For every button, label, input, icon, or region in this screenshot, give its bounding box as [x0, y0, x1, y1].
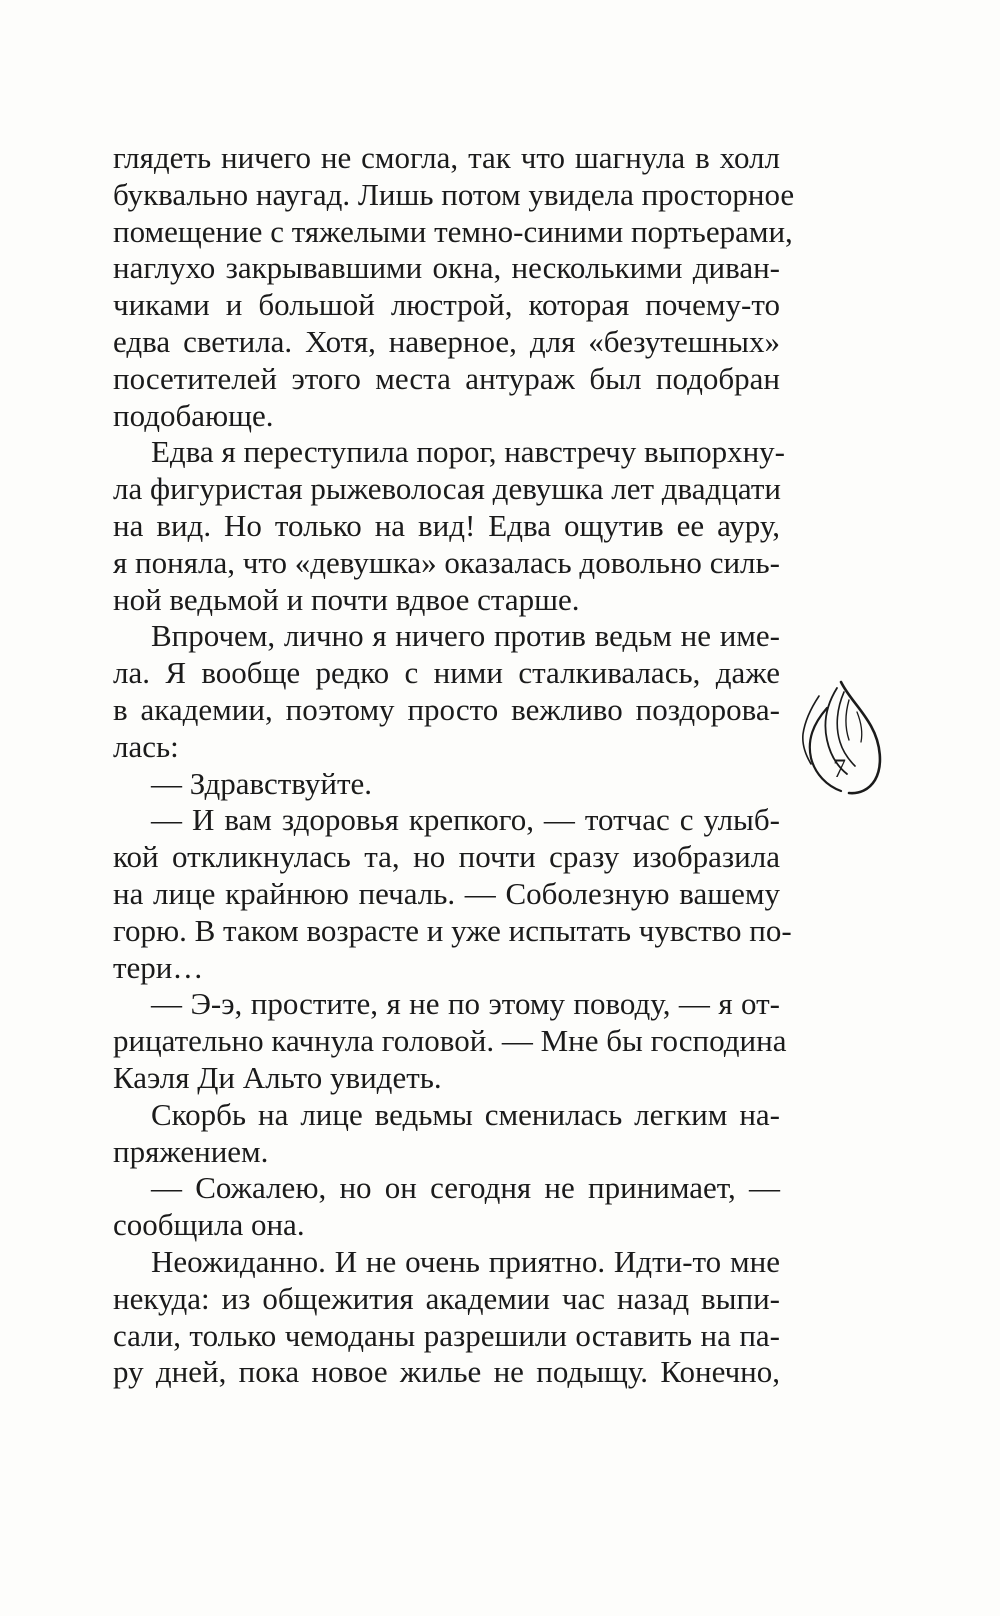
text-line: — Здравствуйте. — [151, 765, 373, 801]
text-line: сообщила она. — [113, 1207, 305, 1243]
text-line: лась: — [113, 728, 179, 764]
text-line: — Э-э, простите, я не по этому поводу, — я от- — [151, 986, 780, 1022]
page-number: 7 — [833, 754, 846, 783]
text-line: сали, только чемоданы разрешили оставить на па- — [113, 1317, 780, 1353]
text-line: ру дней, пока новое жилье не подыщу. Конечно, — [113, 1354, 780, 1390]
text-line: Неожиданно. И не очень приятно. Идти-то мне — [151, 1243, 780, 1279]
text-line: на лице крайнюю печаль. — Соболезную вашему — [113, 875, 780, 911]
text-line: глядеть ничего не смогла, так что шагнула в холл — [113, 140, 780, 175]
text-line: рицательно качнула головой. — Мне бы господина — [113, 1023, 787, 1059]
text-line: ла фигуристая рыжеволосая девушка лет двадцати — [113, 471, 781, 507]
text-line: пряжением. — [113, 1133, 269, 1169]
text-line: подобающе. — [113, 397, 274, 433]
text-line: Едва я переступила порог, навстречу выпорхну- — [151, 434, 785, 470]
text-line: кой откликнулась та, но почти сразу изобразила — [113, 839, 780, 875]
text-line: помещение с тяжелыми темно-синими портьерами, — [113, 213, 793, 249]
text-line: Каэля Ди Альто увидеть. — [113, 1059, 442, 1095]
text-line: я поняла, что «девушка» оказалась довольно силь- — [113, 544, 780, 580]
text-line: ной ведьмой и почти вдвое старше. — [113, 581, 580, 617]
text-line: горю. В таком возрасте и уже испытать чувство по- — [113, 912, 792, 948]
text-line: Скорбь на лице ведьмы сменилась легким на- — [151, 1096, 780, 1132]
text-line: буквально наугад. Лишь потом увидела просторное — [113, 176, 795, 212]
text-line: наглухо закрывавшими окна, несколькими диван- — [113, 250, 780, 286]
text-line: едва светила. Хотя, наверное, для «безутешных» — [113, 323, 780, 359]
text-line: Впрочем, лично я ничего против ведьм не име- — [151, 618, 780, 654]
text-line: в академии, поэтому просто вежливо поздорова- — [113, 691, 780, 727]
text-line: ла. Я вообще редко с ними сталкивалась, даже — [113, 655, 780, 691]
text-line: — И вам здоровья крепкого, — тотчас с улыб- — [151, 802, 780, 838]
text-line: на вид. Но только на вид! Едва ощутив ее ауру, — [113, 507, 780, 543]
text-line: чиками и большой люстрой, которая почему-то — [113, 287, 780, 323]
body-text — [113, 140, 795, 1391]
text-line: тери… — [113, 949, 204, 985]
text-line: посетителей этого места антураж был подобран — [113, 360, 780, 396]
text-line: — Сожалею, но он сегодня не принимает, — — [151, 1170, 780, 1206]
text-line: некуда: из общежития академии час назад выпи- — [113, 1280, 780, 1316]
